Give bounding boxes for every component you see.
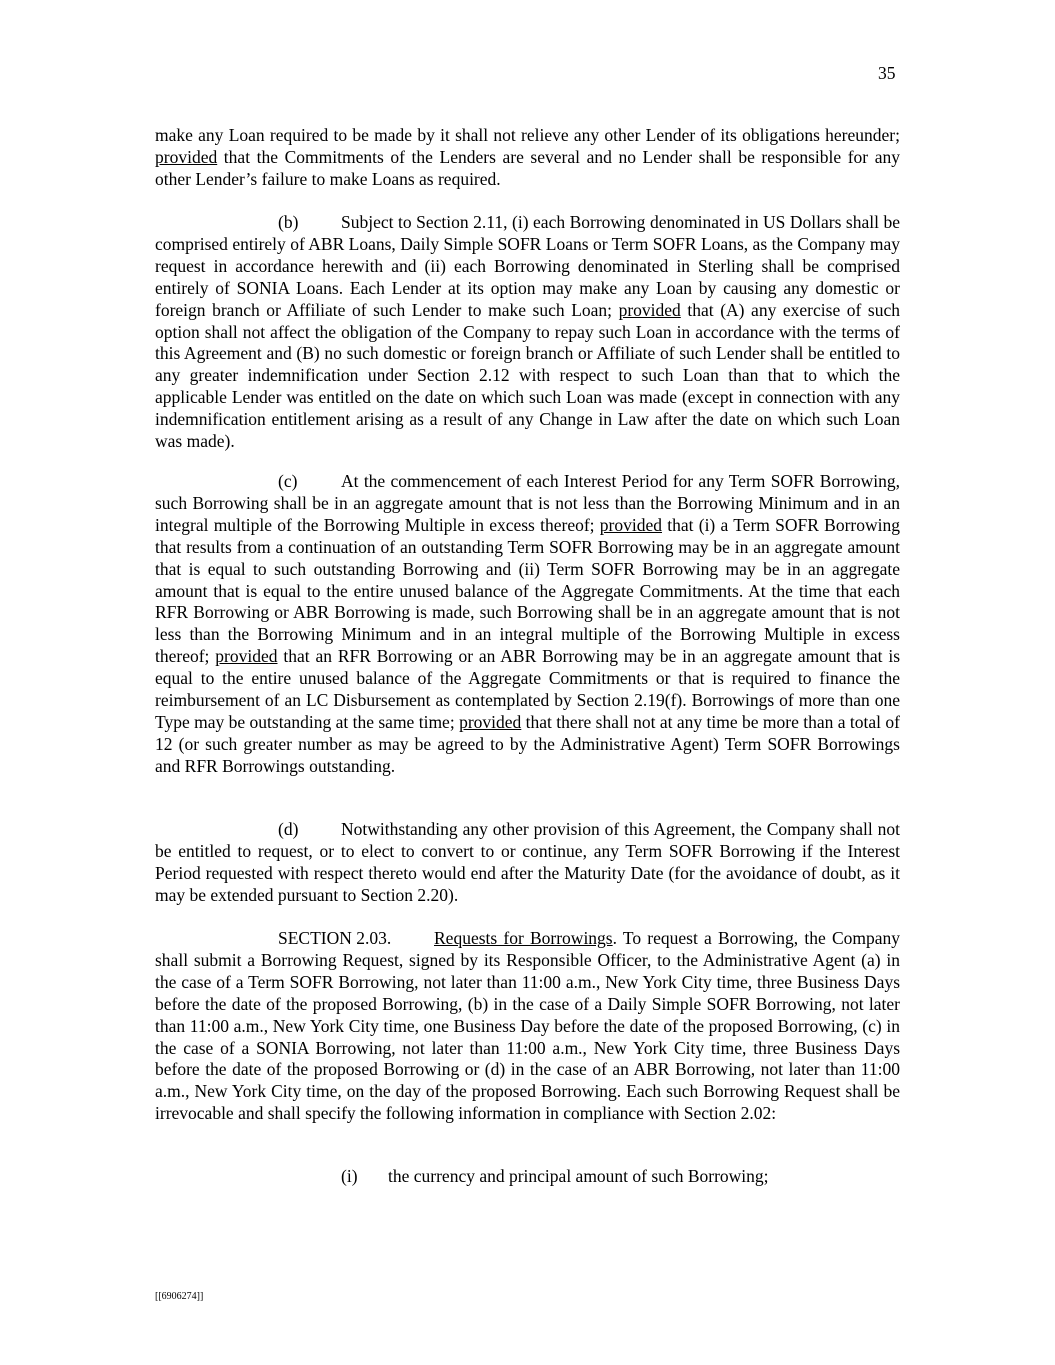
section-heading: Requests for Borrowings	[434, 928, 613, 948]
page-number: 35	[878, 63, 896, 83]
list-item-i	[341, 1166, 769, 1188]
p3-provided-3: provided	[459, 711, 522, 732]
p2-text-2: that (A) any exercise of such option shall not affect the obligation of the Company to repay such Loan in accordance with the terms of this Agreement and (B) no such domestic or foreign branch or Affiliate of such Lender shall be entitled to any greater indemnification under Section 2.12 with respect to such Loan than that to which the applicable Lender was entitled on the date on which such Loan was made (except in connection with any indemnification entitlement arising as a result of any Change in Law after the date on which such Loan was made).	[155, 299, 900, 452]
p1-provided: provided	[155, 146, 218, 167]
section-number: SECTION 2.03.	[278, 928, 392, 948]
document-id-footer: [[6906274]]	[155, 1291, 204, 1302]
list-item-text: the currency and principal amount of such Borrowing;	[388, 1166, 769, 1186]
p2-text-1: Subject to Section 2.11, (i) each Borrowing denominated in US Dollars shall be comprised entirely of ABR Loans, Daily Simple SOFR Loans or Term SOFR Loans, as the Company may request in accordance herewith and (ii) each Borrowing denominated in Sterling shall be comprised entirely of SONIA Loans. Each Lender at its option may make any Loan by causing any domestic or foreign branch or Affiliate of such Lender to make such Loan;	[155, 212, 900, 320]
paragraph-b	[155, 212, 900, 453]
p1-text-1: make any Loan required to be made by it shall not relieve any other Lender of its obligations hereunder;	[155, 125, 900, 145]
p3-provided-2: provided	[215, 646, 278, 667]
p3-text-2: that (i) a Term SOFR Borrowing that results from a continuation of an outstanding Term SOFR Borrowing may be in an aggregate amount that is equal to such outstanding Borrowing and (ii) Term SOFR Borrowing may be in an aggregate amount that is equal to the entire unused balance of the Aggregate Commitments. At the time that each RFR Borrowing or ABR Borrowing is made, such Borrowing shall be in an aggregate amount that is not less than the Borrowing Minimum and in an integral multiple of the Borrowing Multiple in excess thereof;	[155, 514, 900, 667]
p2-provided: provided	[618, 299, 681, 320]
p2-label: (b)	[278, 212, 299, 232]
p1-text-2: that the Commitments of the Lenders are several and no Lender shall be responsible for any other Lender’s failure to make Loans as required.	[155, 146, 900, 189]
p3-text-1: At the commencement of each Interest Period for any Term SOFR Borrowing, such Borrowing shall be in an aggregate amount that is not less than the Borrowing Minimum and in an integral multiple of the Borrowing Multiple in excess thereof;	[155, 471, 900, 535]
p5-text-1: . To request a Borrowing, the Company shall submit a Borrowing Request, signed by its Responsible Officer, to the Administrative Agent (a) in the case of a Term SOFR Borrowing, not later than 11:00 a.m., New York City time, three Business Days before the date of the proposed Borrowing, (b) in the case of a Daily Simple SOFR Borrowing, not later than 11:00 a.m., New York City time, one Business Day before the date of the proposed Borrowing, (c) in the case of a SONIA Borrowing, not later than 11:00 a.m., New York City time, three Business Days before the date of the proposed Borrowing or (d) in the case of an ABR Borrowing, not later than 11:00 a.m., New York City time, on the day of the proposed Borrowing. Each such Borrowing Request shall be irrevocable and shall specify the following information in compliance with Section 2.02:	[155, 928, 900, 1124]
paragraph-d	[155, 819, 900, 907]
p4-label: (d)	[278, 819, 299, 839]
list-item-number: (i)	[341, 1166, 358, 1186]
p3-label: (c)	[278, 471, 298, 491]
p3-provided-1: provided	[599, 514, 662, 535]
paragraph-c	[155, 471, 900, 778]
p4-text-1: Notwithstanding any other provision of this Agreement, the Company shall not be entitled to request, or to elect to convert to or continue, any Term SOFR Borrowing if the Interest Period requested with respect thereto would end after the Maturity Date (for the avoidance of doubt, as it may be extended pursuant to Section 2.20).	[155, 819, 900, 905]
paragraph-a-continuation	[155, 125, 900, 191]
section-2-03	[155, 928, 900, 1125]
p3-text-3: that an RFR Borrowing or an ABR Borrowing may be in an aggregate amount that is equal to the entire unused balance of the Aggregate Commitments or that is required to finance the reimbursement of an LC Disbursement as contemplated by Section 2.19(f). Borrowings of more than one Type may be outstanding at the same time;	[155, 646, 900, 732]
p3-text-4: that there shall not at any time be more than a total of 12 (or such greater number as may be agreed to by the Administrative Agent) Term SOFR Borrowings and RFR Borrowings outstanding.	[155, 711, 900, 776]
